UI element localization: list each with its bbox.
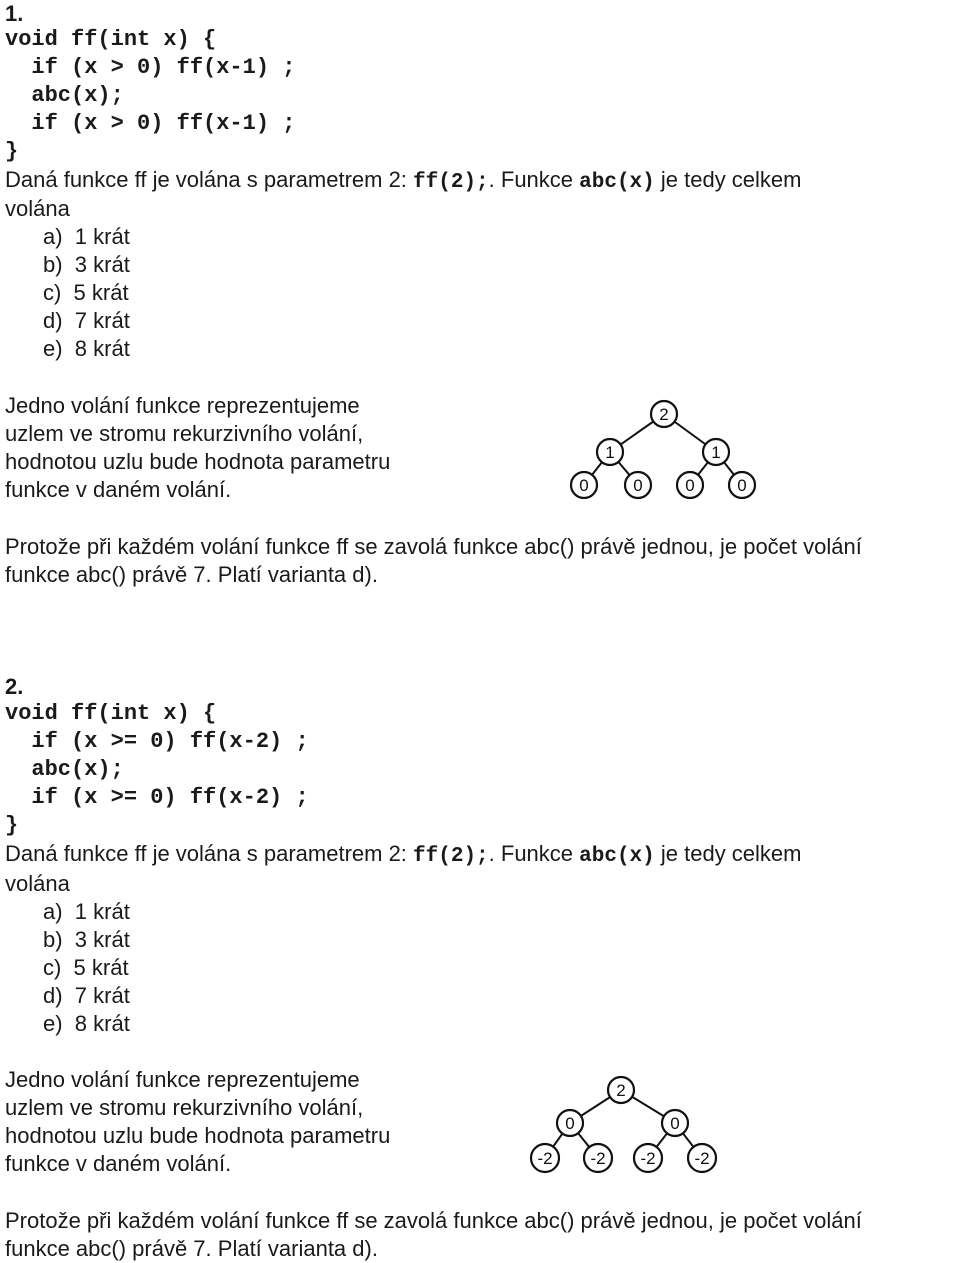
q1-option-b: b) 3 krát (43, 252, 130, 277)
q2-option-c: c) 5 krát (43, 955, 129, 980)
svg-text:1: 1 (605, 443, 615, 462)
q1-number: 1. (5, 1, 24, 26)
q2-tree-node (608, 1077, 634, 1103)
q1-func-code: abc(x) (579, 171, 655, 194)
q1-code-line-4: if (x > 0) ff(x-1) ; (5, 111, 296, 136)
q1-tree-node (703, 439, 729, 465)
q1-code-line-5: } (5, 139, 19, 164)
q2-tree-node (662, 1110, 688, 1136)
q2-option-d: d) 7 krát (43, 983, 130, 1008)
q1-tree-node (677, 472, 703, 498)
q1-option-e: e) 8 krát (43, 336, 130, 361)
q1-option-c: c) 5 krát (43, 280, 129, 305)
q2-option-b: b) 3 krát (43, 927, 130, 952)
svg-text:0: 0 (685, 476, 695, 495)
svg-text:-2: -2 (590, 1149, 606, 1168)
q1-call-code: ff(2); (413, 171, 489, 194)
q2-tree-node (634, 1144, 662, 1172)
q1-tree-node (729, 472, 755, 498)
q1-option-a: a) 1 krát (43, 224, 130, 249)
svg-text:0: 0 (670, 1114, 680, 1133)
q1-code-line-3: abc(x); (5, 83, 124, 108)
svg-text:1: 1 (711, 443, 721, 462)
q2-recursion-tree (524, 1074, 724, 1178)
q2-explanation-1: Jedno volání funkce reprezentujeme (5, 1067, 360, 1092)
svg-text:2: 2 (659, 405, 669, 424)
q1-recursion-tree (562, 396, 762, 508)
q2-code-line-1: void ff(int x) { (5, 701, 217, 726)
q2-tree-node (557, 1110, 583, 1136)
q2-question: Daná funkce ff je volána s parametrem 2: ff(2);. Funkce abc(x) je tedy celkem (5, 841, 802, 868)
q1-conclusion-2: funkce abc() právě 7. Platí varianta d). (5, 562, 378, 587)
q2-option-e: e) 8 krát (43, 1011, 130, 1036)
q2-code-line-5: } (5, 813, 19, 838)
q2-func-code: abc(x) (579, 845, 655, 868)
q2-conclusion-2: funkce abc() právě 7. Platí varianta d). (5, 1236, 378, 1261)
svg-text:0: 0 (579, 476, 589, 495)
svg-text:0: 0 (633, 476, 643, 495)
q2-code-line-4: if (x >= 0) ff(x-2) ; (5, 785, 309, 810)
q1-question-line2: volána (5, 196, 70, 221)
q1-explanation-1: Jedno volání funkce reprezentujeme (5, 393, 360, 418)
q2-tree-node (688, 1144, 716, 1172)
q2-number: 2. (5, 674, 24, 699)
q1-tree-node (597, 439, 623, 465)
svg-text:-2: -2 (640, 1149, 656, 1168)
q2-code-line-2: if (x >= 0) ff(x-2) ; (5, 729, 309, 754)
q1-explanation-4: funkce v daném volání. (5, 477, 232, 502)
svg-text:-2: -2 (694, 1149, 710, 1168)
q1-tree-node (625, 472, 651, 498)
q2-code-line-3: abc(x); (5, 757, 124, 782)
q2-question-line2: volána (5, 871, 70, 896)
q1-option-d: d) 7 krát (43, 308, 130, 333)
q1-explanation-3: hodnotou uzlu bude hodnota parametru (5, 449, 391, 474)
q1-question: Daná funkce ff je volána s parametrem 2: ff(2);. Funkce abc(x) je tedy celkem (5, 167, 802, 194)
q1-explanation-2: uzlem ve stromu rekurzivního volání, (5, 421, 364, 446)
q2-call-code: ff(2); (413, 845, 489, 868)
svg-text:2: 2 (616, 1081, 626, 1100)
q2-explanation-2: uzlem ve stromu rekurzivního volání, (5, 1095, 364, 1120)
q1-conclusion-1: Protože při každém volání funkce ff se zavolá funkce abc() právě jednou, je počet volání (5, 534, 862, 559)
svg-text:0: 0 (737, 476, 747, 495)
q2-conclusion-1: Protože při každém volání funkce ff se zavolá funkce abc() právě jednou, je počet volání (5, 1208, 862, 1233)
q2-explanation-4: funkce v daném volání. (5, 1151, 232, 1176)
q2-tree-node (584, 1144, 612, 1172)
q1-code-line-2: if (x > 0) ff(x-1) ; (5, 55, 296, 80)
q1-tree-node (651, 401, 677, 427)
svg-text:-2: -2 (537, 1149, 553, 1168)
q2-option-a: a) 1 krát (43, 899, 130, 924)
q2-tree-node (531, 1144, 559, 1172)
svg-text:0: 0 (565, 1114, 575, 1133)
q1-tree-node (571, 472, 597, 498)
q1-code-line-1: void ff(int x) { (5, 27, 217, 52)
q2-explanation-3: hodnotou uzlu bude hodnota parametru (5, 1123, 391, 1148)
